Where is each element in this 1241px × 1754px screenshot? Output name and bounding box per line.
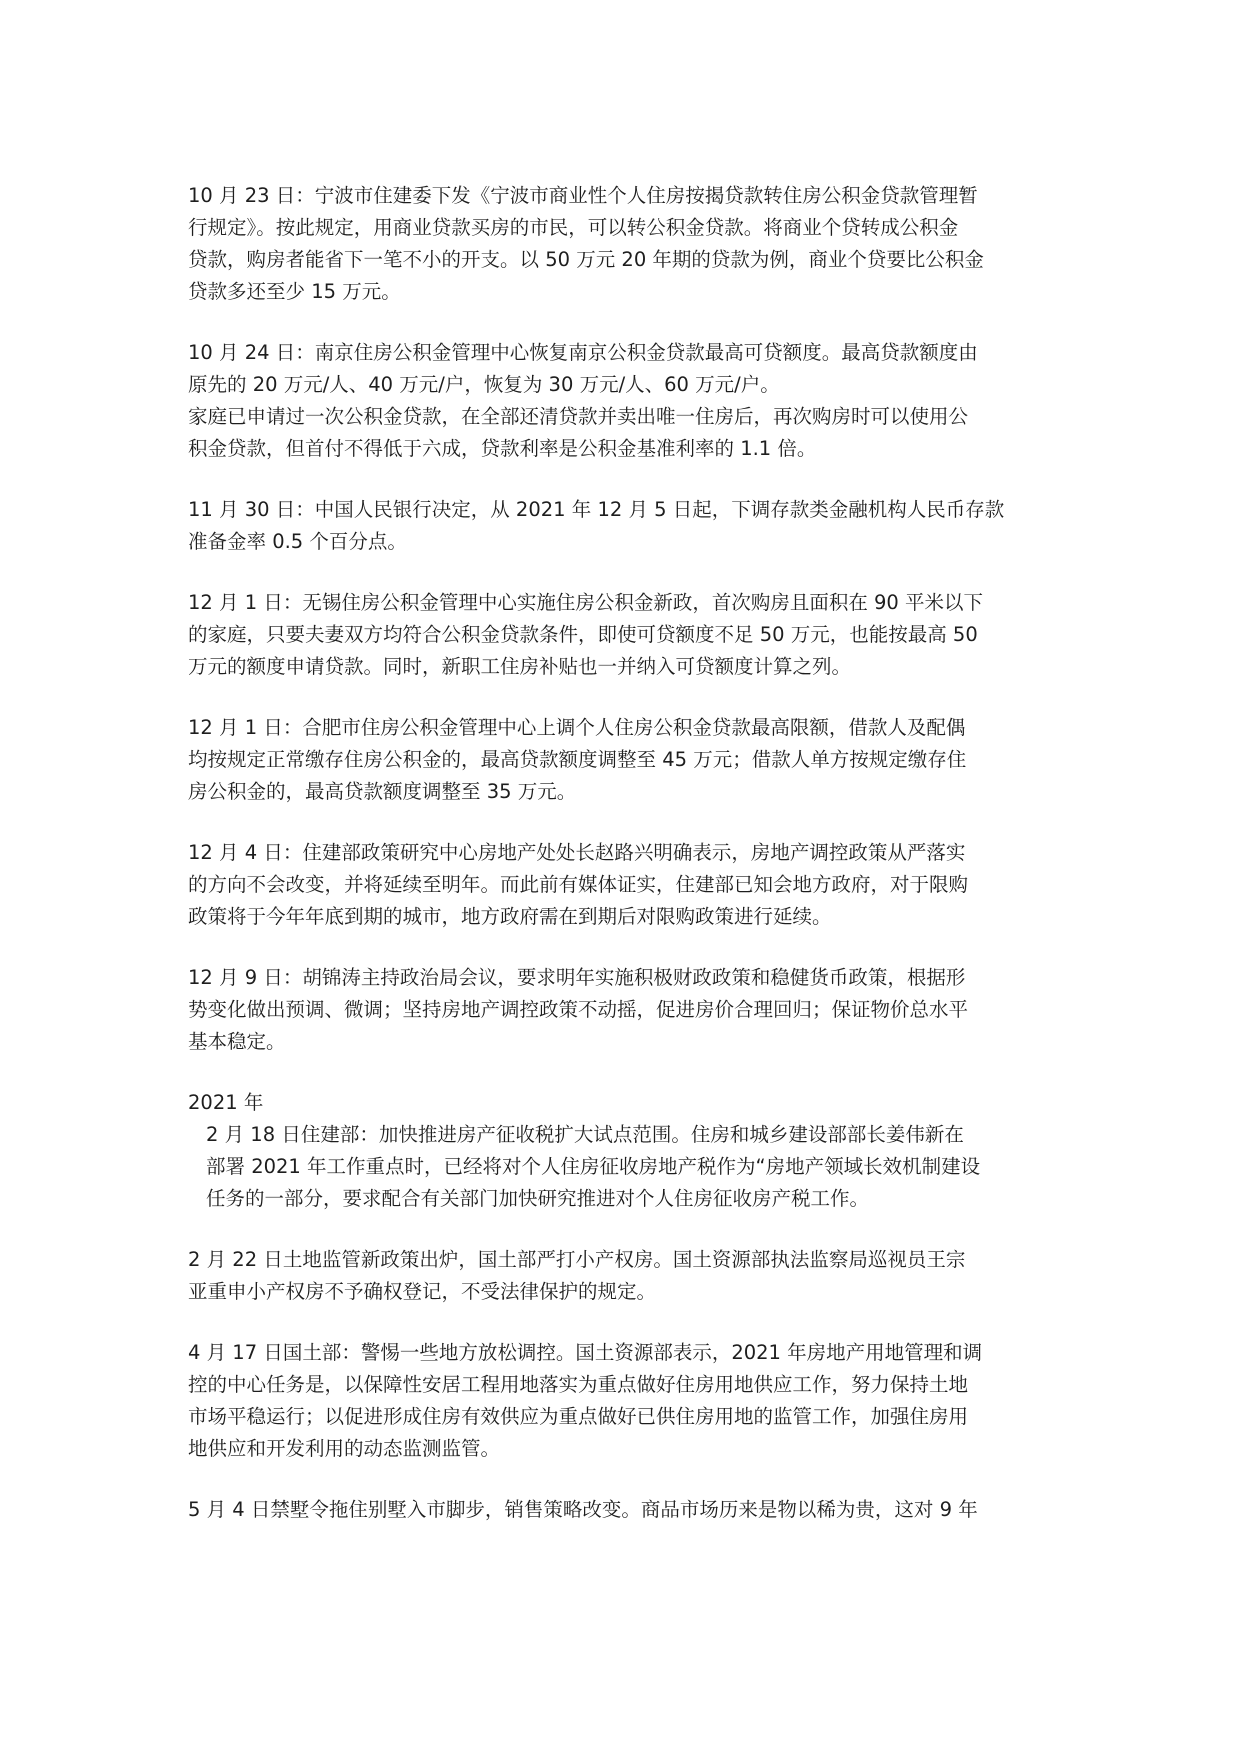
text-line: 2 月 18 日住建部：加快推进房产征收税扩大试点范围。住房和城乡建设部部长姜伟新在: [206, 1123, 964, 1146]
paragraph-housing-policy-statement: [188, 837, 1054, 933]
text-line: 家庭已申请过一次公积金贷款，在全部还清贷款并卖出唯一住房后，再次购房时可以使用公: [188, 405, 969, 428]
text-line: 积金贷款，但首付不得低于六成，贷款利率是公积金基准利率的 1.1 倍。: [188, 437, 817, 460]
text-line: 12 月 1 日：合肥市住房公积金管理中心上调个人住房公积金贷款最高限额，借款人及配偶: [188, 716, 966, 739]
paragraph-nanjing-provident-fund: [188, 337, 1054, 465]
paragraph-land-regulation: [188, 1337, 1054, 1465]
text-line: 的方向不会改变，并将延续至明年。而此前有媒体证实，住建部已知会地方政府，对于限购: [188, 873, 969, 896]
text-line: 的家庭，只要夫妻双方均符合公积金贷款条件，即使可贷额度不足 50 万元，也能按最高 50: [188, 623, 978, 646]
year-heading: 2021 年: [188, 1091, 264, 1114]
text-line: 基本稳定。: [188, 1030, 286, 1053]
text-line: 房公积金的，最高贷款额度调整至 35 万元。: [188, 780, 577, 803]
paragraph-property-tax: [188, 1119, 1054, 1215]
text-line: 均按规定正常缴存住房公积金的，最高贷款额度调整至 45 万元；借款人单方按规定缴存住: [188, 748, 967, 771]
text-line: 12 月 4 日：住建部政策研究中心房地产处处长赵路兴明确表示，房地产调控政策从严落实: [188, 841, 966, 864]
text-line: 行规定》。按此规定，用商业贷款买房的市民，可以转公积金贷款。将商业个贷转成公积金: [188, 216, 959, 239]
text-line: 10 月 23 日：宁波市住建委下发《宁波市商业性个人住房按揭贷款转住房公积金贷款管理暂: [188, 184, 978, 207]
text-line: 政策将于今年年底到期的城市，地方政府需在到期后对限购政策进行延续。: [188, 905, 832, 928]
text-line: 贷款，购房者能省下一笔不小的开支。以 50 万元 20 年期的贷款为例，商业个贷要比公积金: [188, 248, 984, 271]
text-line: 任务的一部分，要求配合有关部门加快研究推进对个人住房征收房产税工作。: [206, 1187, 870, 1210]
paragraph-villa-ban: [188, 1494, 1054, 1526]
paragraph-hefei-provident-fund: [188, 712, 1054, 808]
text-line: 势变化做出预调、微调；坚持房地产调控政策不动摇，促进房价合理回归；保证物价总水平: [188, 998, 969, 1021]
text-line: 11 月 30 日：中国人民银行决定，从 2021 年 12 月 5 日起，下调存款类金融机构人民币存款: [188, 498, 1005, 521]
paragraph-small-property-rights: [188, 1244, 1054, 1308]
document-body: [188, 180, 1054, 1555]
text-line: 10 月 24 日：南京住房公积金管理中心恢复南京公积金贷款最高可贷额度。最高贷款额度由: [188, 341, 978, 364]
paragraph-ningbo-loan-conversion: [188, 180, 1054, 308]
text-line: 5 月 4 日禁墅令拖住别墅入市脚步，销售策略改变。商品市场历来是物以稀为贵，这对 9 年: [188, 1498, 978, 1521]
paragraph-pboc-reserve-ratio: [188, 494, 1054, 558]
text-line: 亚重申小产权房不予确权登记，不受法律保护的规定。: [188, 1280, 657, 1303]
paragraph-politburo-meeting: [188, 962, 1054, 1058]
text-line: 万元的额度申请贷款。同时，新职工住房补贴也一并纳入可贷额度计算之列。: [188, 655, 852, 678]
text-line: 12 月 1 日：无锡住房公积金管理中心实施住房公积金新政，首次购房且面积在 90 平米以下: [188, 591, 984, 614]
text-line: 12 月 9 日：胡锦涛主持政治局会议，要求明年实施积极财政政策和稳健货币政策，根据形: [188, 966, 966, 989]
text-line: 贷款多还至少 15 万元。: [188, 280, 401, 303]
paragraph-wuxi-provident-fund: [188, 587, 1054, 683]
text-line: 准备金率 0.5 个百分点。: [188, 530, 407, 553]
text-line: 市场平稳运行；以促进形成住房有效供应为重点做好已供住房用地的监管工作，加强住房用: [188, 1405, 969, 1428]
text-line: 2 月 22 日土地监管新政策出炉，国土部严打小产权房。国土资源部执法监察局巡视员王宗: [188, 1248, 966, 1271]
text-line: 原先的 20 万元/人、40 万元/户，恢复为 30 万元/人、60 万元/户。: [188, 373, 780, 396]
text-line: 控的中心任务是，以保障性安居工程用地落实为重点做好住房用地供应工作，努力保持土地: [188, 1373, 969, 1396]
text-line: 4 月 17 日国土部：警惕一些地方放松调控。国土资源部表示，2021 年房地产用地管理和调: [188, 1341, 983, 1364]
text-line: 部署 2021 年工作重点时，已经将对个人住房征收房地产税作为“房地产领域长效机制建设: [206, 1155, 981, 1178]
text-line: 地供应和开发利用的动态监测监管。: [188, 1437, 501, 1460]
